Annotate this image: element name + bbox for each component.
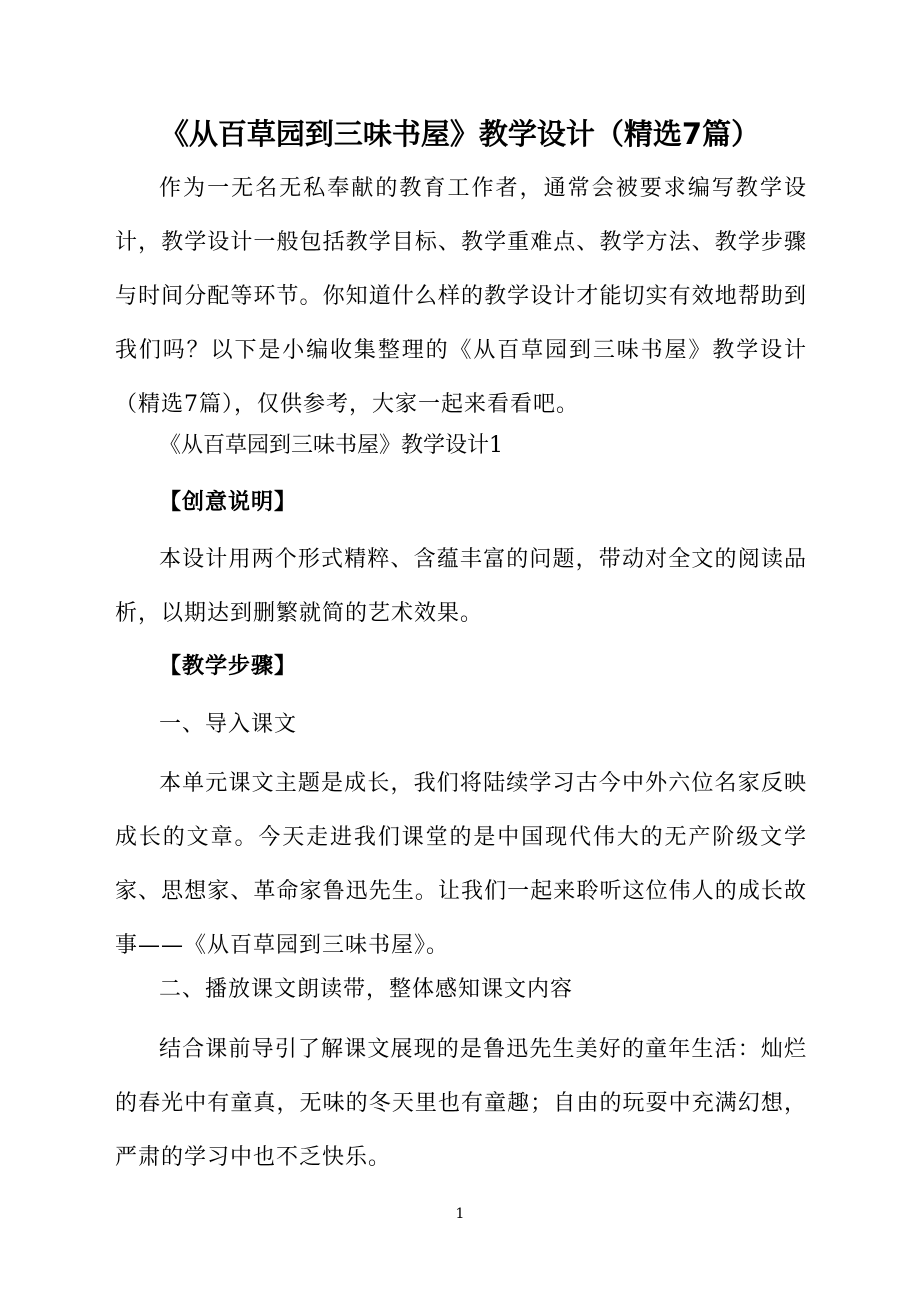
creative-heading: 【创意说明】 — [159, 490, 298, 515]
document-title: 《从百草园到三味书屋》教学设计（精选7篇） — [159, 117, 761, 151]
step2-heading: 二、播放课文朗读带，整体感知课文内容 — [159, 977, 574, 1002]
step1-paragraph: 本单元课文主题是成长，我们将陆续学习古今中外六位名家反映成长的文章。今天走进我们课堂的是中国现代伟大的无产阶级文学家、思想家、革命家鲁迅先生。让我们一起来聆听这位伟人的成长故事——《从百草园到三味书屋》。 — [115, 771, 807, 958]
step2-paragraph: 结合课前导引了解课文展现的是鲁迅先生美好的童年生活：灿烂的春光中有童真，无味的冬天里也有童趣；自由的玩耍中充满幻想，严肃的学习中也不乏快乐。 — [115, 1037, 807, 1170]
section-title: 《从百草园到三味书屋》教学设计1 — [159, 433, 503, 458]
creative-paragraph: 本设计用两个形式精粹、含蕴丰富的问题，带动对全文的阅读品析，以期达到删繁就简的艺术效果。 — [115, 547, 807, 626]
intro-paragraph: 作为一无名无私奉献的教育工作者，通常会被要求编写教学设计，教学设计一般包括教学目标、教学重难点、教学方法、教学步骤与时间分配等环节。你知道什么样的教学设计才能切实有效地帮助到我们吗？以下是小编收集整理的《从百草园到三味书屋》教学设计（精选7篇），仅供参考，大家一起来看看吧。 — [115, 176, 807, 417]
page-number: 1 — [455, 1206, 465, 1222]
step1-heading: 一、导入课文 — [159, 712, 298, 737]
steps-heading: 【教学步骤】 — [159, 654, 298, 679]
